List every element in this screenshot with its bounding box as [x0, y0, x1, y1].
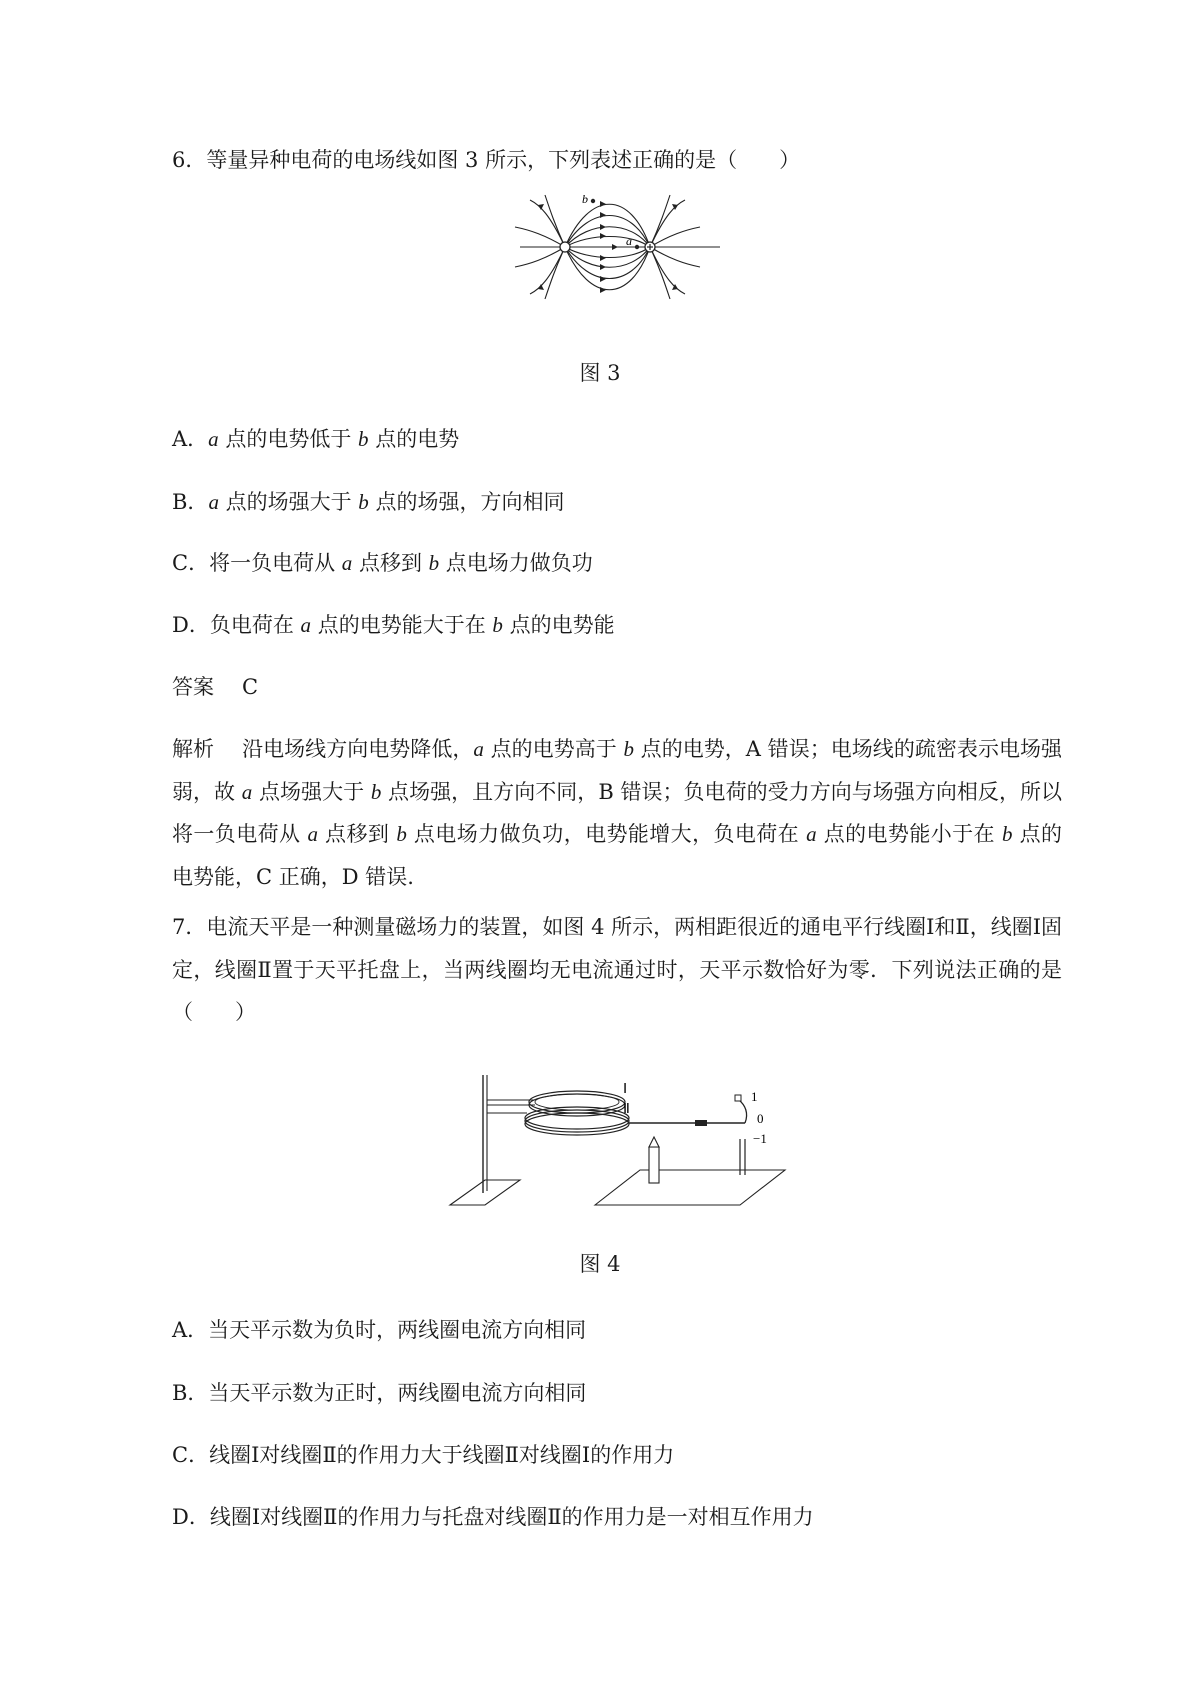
analysis-text: 点移到 — [317, 822, 397, 846]
analysis-text: 沿电场线方向电势降低， — [242, 737, 474, 761]
q6-option-d — [172, 610, 615, 640]
q6-option-a — [172, 424, 459, 454]
figure-4-current-balance — [445, 1065, 785, 1215]
figure-3-label-a: a — [626, 234, 632, 248]
option-text: 负电荷在 — [209, 613, 301, 637]
point-symbol: a — [300, 613, 312, 637]
figure-4-scale-1: 1 — [751, 1089, 758, 1104]
analysis-text: 点场强大于 — [252, 779, 371, 804]
option-label: D． — [172, 613, 210, 637]
point-symbol: b — [396, 822, 407, 846]
analysis-text: 点电场力做负功，电势能增大，负电荷在 — [406, 822, 807, 846]
option-label: B． — [172, 490, 209, 514]
option-text: 点的场强，方向相同 — [368, 490, 565, 514]
q7-option-a: A．当天平示数为负时，两线圈电流方向相同 — [172, 1318, 587, 1342]
analysis-label: 解析 — [172, 737, 215, 761]
analysis-text: 点的电势能小于在 — [816, 822, 1002, 846]
point-symbol: b — [358, 427, 369, 451]
figure-4-scale-minus-1: −1 — [753, 1131, 767, 1146]
option-label: A． — [172, 427, 209, 451]
option-text: 点的场强大于 — [218, 490, 359, 514]
q7-option-b: B．当天平示数为正时，两线圈电流方向相同 — [172, 1381, 587, 1405]
point-symbol: a — [806, 822, 817, 846]
figure-4-caption: 图 4 — [579, 1252, 621, 1276]
point-symbol: a — [241, 779, 253, 804]
q7-option-c: C．线圈Ⅰ对线圈Ⅱ的作用力大于线圈Ⅱ对线圈Ⅰ的作用力 — [172, 1443, 675, 1467]
answer-value: C — [242, 675, 259, 699]
answer-label: 答案 — [172, 675, 214, 699]
figure-4-label-coil-1: Ⅰ — [623, 1082, 628, 1097]
point-symbol: a — [208, 490, 219, 514]
question-6-stem: 6．等量异种电荷的电场线如图 3 所示，下列表述正确的是（ ） — [172, 148, 801, 172]
option-text: 点的电势低于 — [218, 427, 359, 451]
analysis-text: 点的电势高于 — [483, 737, 624, 761]
point-symbol: a — [473, 737, 484, 761]
point-symbol: b — [358, 490, 369, 514]
option-text: 点的电势能 — [502, 613, 615, 637]
figure-3-caption: 图 3 — [579, 361, 621, 385]
option-text: 点电场力做负功 — [439, 551, 593, 575]
option-text: 点的电势 — [368, 427, 460, 451]
figure-4-label-coil-2: Ⅱ — [623, 1102, 630, 1117]
option-text: 将一负电荷从 — [209, 551, 342, 575]
point-symbol: a — [208, 427, 219, 451]
analysis-text: 点的电势，A 错误；电场线的疏密表示电场强弱，故 — [172, 737, 1063, 804]
q6-option-c — [172, 548, 593, 578]
analysis-text: 点场强，且方向不同，B 错误；负电荷的受力方向与场强方向相反，所以将一负电荷从 — [172, 779, 1062, 846]
option-text: 点移到 — [352, 551, 429, 575]
q6-option-b — [172, 487, 564, 517]
q6-answer — [172, 672, 258, 702]
analysis-text: 点的电势能，C 正确，D 错误. — [172, 822, 1062, 889]
figure-4-scale-0: 0 — [757, 1111, 764, 1126]
q7-option-d: D．线圈Ⅰ对线圈Ⅱ的作用力与托盘对线圈Ⅱ的作用力是一对相互作用力 — [172, 1505, 814, 1529]
option-text: 点的电势能大于在 — [311, 613, 493, 637]
q6-analysis — [172, 728, 1062, 898]
figure-3-electric-field-lines — [520, 192, 720, 315]
point-symbol: b — [370, 779, 382, 804]
point-symbol: b — [492, 613, 503, 637]
figure-3-label-b: b — [582, 192, 588, 206]
point-symbol: b — [428, 551, 440, 575]
option-label: C． — [172, 551, 210, 575]
point-symbol: b — [1002, 822, 1013, 846]
point-symbol: a — [341, 551, 353, 575]
question-7-stem: 7．电流天平是一种测量磁场力的装置，如图 4 所示，两相距很近的通电平行线圈Ⅰ和Ⅱ，线圈Ⅰ固定，线圈Ⅱ置于天平托盘上，当两线圈均无电流通过时，天平示数恰好为零．下列说法正确的是（ ） — [172, 915, 1062, 1024]
point-symbol: b — [623, 737, 634, 761]
point-symbol: a — [307, 822, 318, 846]
